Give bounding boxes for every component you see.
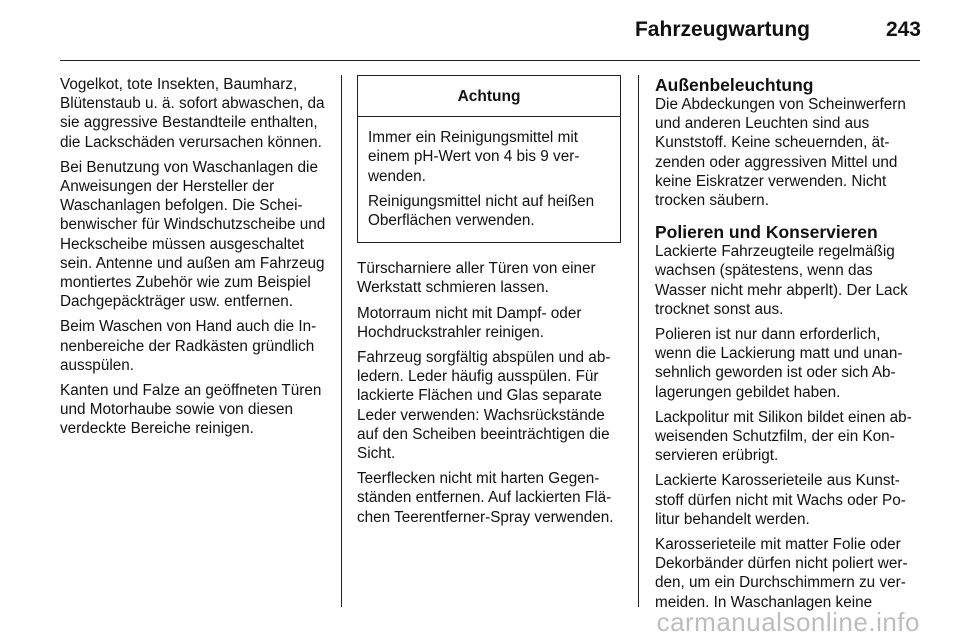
paragraph: Vogelkot, tote Insekten, Baumharz, Blütenstaub u. ä. sofort abwaschen, da sie aggressive Bestandteile enthalten, die Lackschäden verursachen können. [60, 76, 325, 151]
header-divider [60, 60, 920, 61]
paragraph: Beim Waschen von Hand auch die Innenbereiche der Radkästen gründlich ausspülen. [60, 318, 317, 374]
text-column-3 [655, 75, 921, 618]
paragraph: Polieren ist nur dann erforderlich, wenn die Lackierung matt und unansehnlich geworden ist oder sich Ablagerungen gebildet haben. [655, 326, 903, 401]
paragraph: Türscharniere aller Türen von einer Werkstatt schmieren lassen. [357, 260, 596, 297]
warning-title: Achtung [358, 76, 620, 117]
text-column-2 [357, 75, 621, 533]
section-heading: Außenbeleuchtung [655, 75, 814, 95]
paragraph: Die Abdeckungen von Scheinwerfern und anderen Leuchten sind aus Kunststoff. Keine scheuernden, ätzenden oder aggressiven Mittel und keine Eiskratzer verwenden. Nicht trocken säubern. [655, 96, 906, 210]
paragraph: Lackpolitur mit Silikon bildet einen abweisenden Schutzfilm, der ein Konservieren erübrigt. [655, 408, 912, 465]
paragraph: Motorraum nicht mit Dampf- oder Hochdruckstrahler reinigen. [357, 304, 582, 341]
paragraph: Fahrzeug sorgfältig abspülen und abledern. Leder häufig ausspülen. Für lackierte Flächen und Glas separate Leder verwenden: Wachsrückstände auf den Scheiben beeinträchtigen die Sicht. [357, 349, 611, 463]
warning-box [357, 75, 621, 243]
warning-text: Immer ein Reinigungsmittel mit einem pH-Wert von 4 bis 9 verwenden. [368, 129, 580, 185]
text-column-1 [60, 75, 326, 445]
column-divider [638, 75, 639, 607]
paragraph: Teerflecken nicht mit harten Gegenständen entfernen. Auf lackierten Flächen Teerentferner-Spray verwenden. [357, 470, 614, 526]
column-divider [341, 75, 342, 607]
page-number: 243 [885, 18, 921, 41]
paragraph: Lackierte Fahrzeugteile regelmäßig wachsen (spätestens, wenn das Wasser nicht mehr abperlt). Der Lack trocknet sonst aus. [655, 243, 908, 318]
paragraph: Lackierte Karosserieteile aus Kunststoff dürfen nicht mit Wachs oder Politur behandelt werden. [655, 472, 906, 528]
page-title: Fahrzeugwartung [634, 18, 810, 41]
paragraph: Karosserieteile mit matter Folie oder Dekorbänder dürfen nicht poliert werden, um ein Durchschimmern zu vermeiden. In Waschanlagen keine [655, 536, 908, 611]
paragraph: Kanten und Falze an geöffneten Türen und Motorhaube sowie von diesen verdeckte Bereiche reinigen. [60, 382, 322, 438]
warning-body [358, 117, 620, 242]
paragraph: Bei Benutzung von Waschanlagen die Anweisungen der Hersteller der Waschanlagen befolgen. Die Scheibenwischer für Windschutzscheibe und Heckscheibe müssen ausgeschaltet sein. Antenne und außen am Fahrzeug montiertes Zubehör wie zum Beispiel Dachgepäckträger usw. entfernen. [60, 158, 326, 311]
watermark-text: carmanualsonline.info [656, 607, 920, 637]
section-heading: Polieren und Konservieren [655, 222, 878, 243]
warning-text: Reinigungsmittel nicht auf heißen Oberflächen verwenden. [368, 192, 595, 230]
